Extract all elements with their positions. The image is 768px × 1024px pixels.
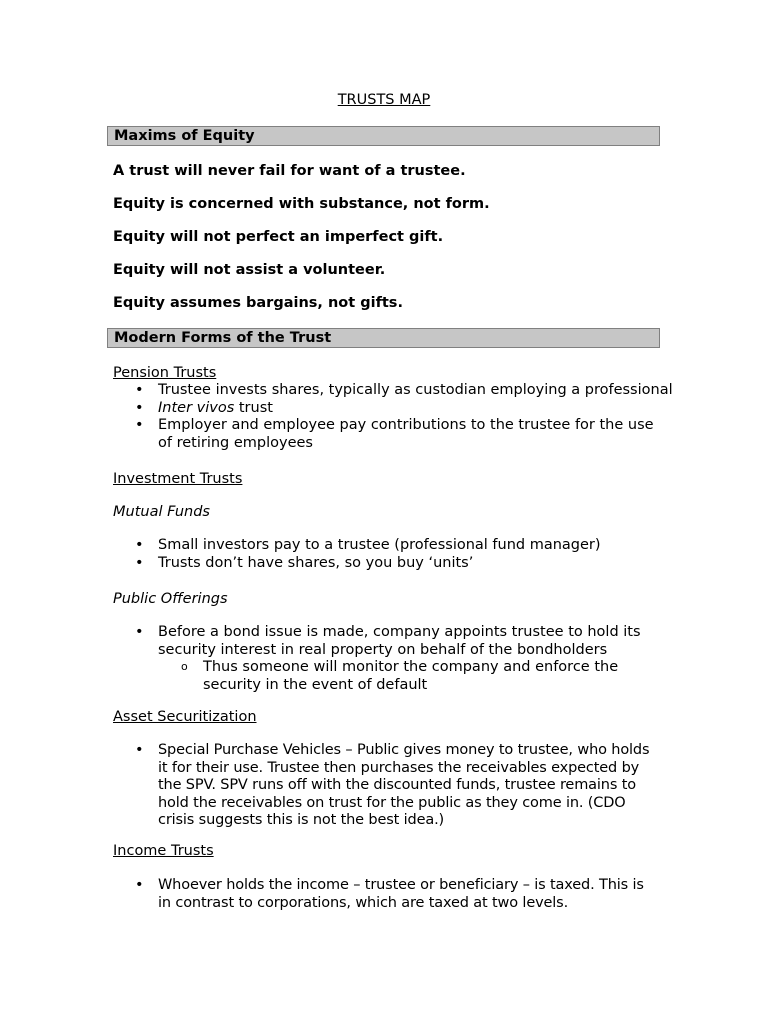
public-sub-list	[158, 659, 673, 694]
mutual-funds-section	[113, 537, 673, 572]
subheading-investment-trusts: Investment Trusts	[113, 471, 243, 487]
list-item: • Trustee invests shares, typically as custodian employing a professional	[113, 382, 673, 400]
maxim-item: Equity will not assist a volunteer.	[113, 262, 386, 278]
list-item: • Before a bond issue is made, company appoints trustee to hold its security interest in real property on behalf of the bondholders	[113, 624, 648, 659]
maxim-item: Equity assumes bargains, not gifts.	[113, 295, 403, 311]
pension-trusts-section	[113, 364, 673, 452]
list-item	[113, 400, 673, 418]
section-heading-maxims: Maxims of Equity	[107, 126, 660, 146]
list-item: • Small investors pay to a trustee (professional fund manager)	[113, 537, 673, 555]
income-trusts-section	[113, 877, 673, 912]
page-title: TRUSTS MAP	[337, 92, 431, 108]
maxim-item: A trust will never fail for want of a trustee.	[113, 163, 466, 179]
maxim-item: Equity is concerned with substance, not form.	[113, 196, 490, 212]
subheading-pension-trusts: Pension Trusts	[113, 365, 217, 381]
asset-securitization-section	[113, 742, 673, 830]
list-item: • Trusts don’t have shares, so you buy ‘units’	[113, 555, 673, 573]
asset-bullet-list	[113, 742, 673, 830]
subheading-mutual-funds: Mutual Funds	[113, 504, 210, 520]
public-offerings-section	[113, 624, 673, 694]
list-item: • Employer and employee pay contributions to the trustee for the use of retiring employees	[113, 417, 658, 452]
maxims-list	[113, 161, 673, 326]
list-item: • Special Purchase Vehicles – Public gives money to trustee, who holds it for their use. Trustee then purchases the receivables expected by the SPV. SPV runs off with the discounted funds, trustee remains to hold the receivables on trust for the public as they come in. (CDO crisis suggests this is not the best idea.)	[113, 742, 658, 830]
subheading-asset-securitization: Asset Securitization	[113, 709, 257, 725]
income-bullet-list	[113, 877, 673, 912]
subheading-income-trusts: Income Trusts	[113, 843, 214, 859]
public-bullet-list	[113, 624, 673, 659]
maxim-item: Equity will not perfect an imperfect gift.	[113, 229, 444, 245]
mutual-bullet-list	[113, 537, 673, 572]
subheading-public-offerings: Public Offerings	[113, 591, 228, 607]
sub-list-item: o Thus someone will monitor the company and enforce the security in the event of default	[158, 659, 623, 694]
section-heading-modern-forms: Modern Forms of the Trust	[107, 328, 660, 348]
pension-bullet-list	[113, 382, 673, 452]
list-item: • Whoever holds the income – trustee or beneficiary – is taxed. This is in contrast to corporations, which are taxed at two levels.	[113, 877, 658, 912]
italic-term: Inter vivos	[158, 399, 235, 416]
list-item-text: trust	[234, 399, 273, 416]
